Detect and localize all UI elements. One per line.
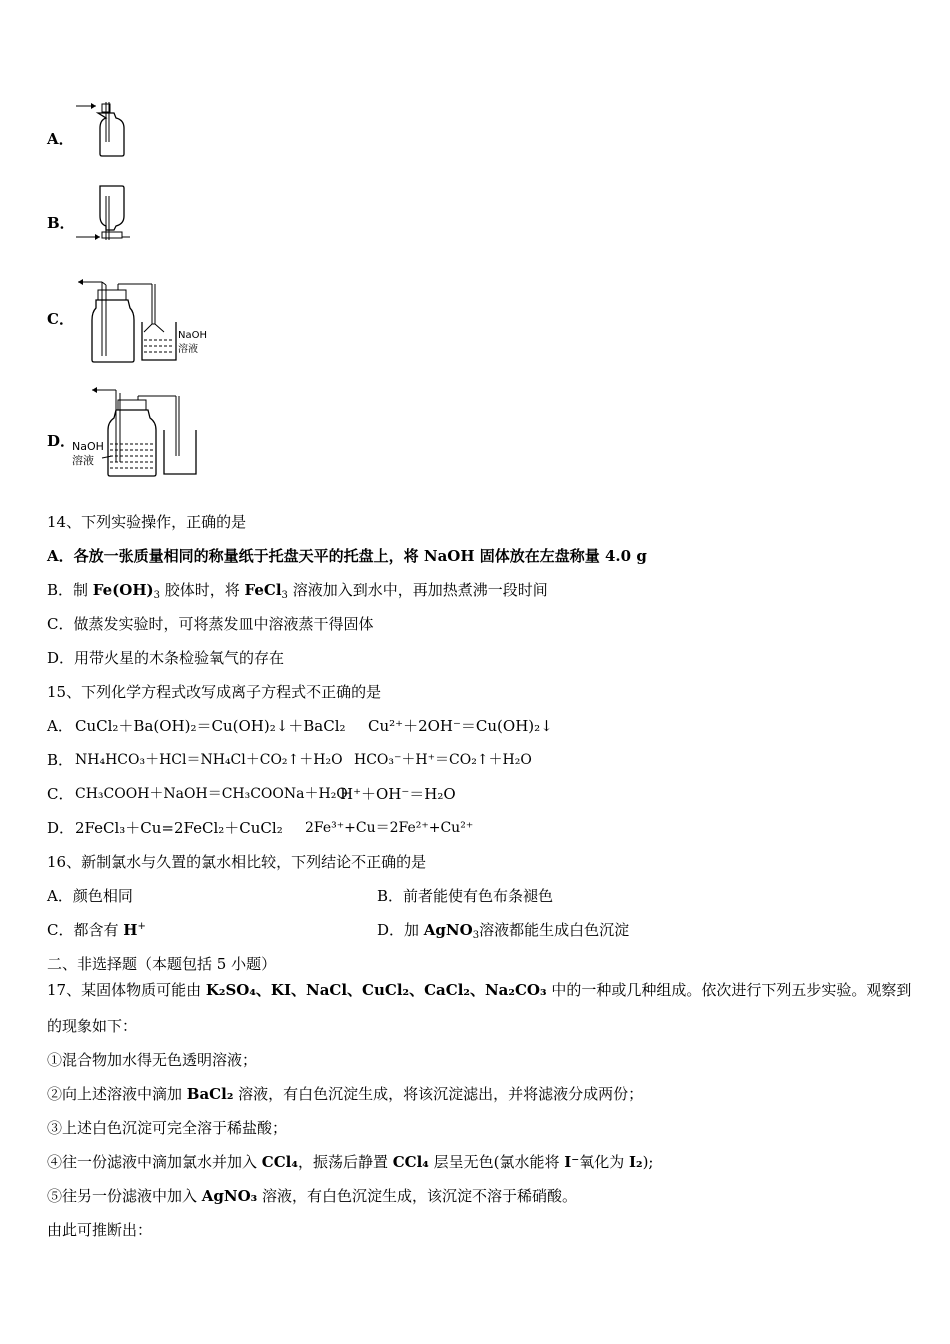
q17-step-2: ②向上述溶液中滴加 BaCl₂ 溶液，有白色沉淀生成，将该沉淀滤出，并将滤液分成两份；	[47, 1085, 644, 1103]
q15-option-b-equation: NH₄HCO₃＋HCl＝NH₄Cl＋CO₂↑＋H₂O	[75, 752, 343, 768]
q16-option-a: A．颜色相同	[47, 887, 133, 905]
q17-step-5: ⑤往另一份滤液中加入 AgNO₃ 溶液，有白色沉淀生成，该沉淀不溶于稀硝酸。	[47, 1187, 578, 1205]
option-b-label: B．	[47, 214, 75, 232]
figure-c-solution-label: 溶液	[178, 344, 198, 355]
q15-option-d-ionic: 2Fe³⁺+Cu＝2Fe²⁺+Cu²⁺	[305, 820, 474, 836]
q14-stem: 14、下列实验操作，正确的是	[47, 513, 247, 531]
option-c-label: C．	[47, 310, 74, 328]
q14-option-d: D．用带火星的木条检验氧气的存在	[47, 649, 285, 667]
q16-option-d: D．加 AgNO$_3$溶液都能生成白色沉淀	[377, 921, 630, 941]
absorption-apparatus-figure-d	[72, 386, 202, 480]
figure-d-naoh-label: NaOH	[72, 440, 104, 453]
option-a-label: A．	[47, 130, 74, 148]
gas-bottle-figure-a	[76, 98, 136, 160]
absorption-apparatus-figure-c	[78, 276, 218, 366]
q15-option-a-ionic: Cu²⁺＋2OH⁻＝Cu(OH)₂↓	[368, 717, 553, 735]
q15-option-a-equation: CuCl₂＋Ba(OH)₂＝Cu(OH)₂↓＋BaCl₂	[75, 717, 346, 735]
q15-option-a-label: A．	[47, 717, 73, 735]
q16-option-c: C．都含有 H+	[47, 921, 146, 939]
q15-option-c-equation: CH₃COOH＋NaOH＝CH₃COONa＋H₂O	[75, 786, 348, 802]
q17-conclusion-prompt: 由此可推断出：	[47, 1221, 153, 1239]
q15-option-d-equation: 2FeCl₃＋Cu=2FeCl₂＋CuCl₂	[75, 819, 283, 837]
q15-option-c-label: C．	[47, 785, 74, 803]
q15-option-c-ionic: H⁺＋OH⁻＝H₂O	[340, 785, 456, 803]
q15-option-b-ionic: HCO₃⁻＋H⁺＝CO₂↑＋H₂O	[354, 752, 532, 768]
q17-stem-line-1: 17、某固体物质可能由 K₂SO₄、KI、NaCl、CuCl₂、CaCl₂、Na₂CO₃ 中的一种或几种组成。依次进行下列五步实验。观察到	[47, 981, 912, 999]
q15-stem: 15、下列化学方程式改写成离子方程式不正确的是	[47, 683, 382, 701]
q17-step-1: ①混合物加水得无色透明溶液；	[47, 1051, 258, 1069]
q15-option-b-label: B．	[47, 751, 74, 769]
q15-option-d-label: D．	[47, 819, 75, 837]
q17-step-3: ③上述白色沉淀可完全溶于稀盐酸；	[47, 1119, 288, 1137]
q17-step-4: ④往一份滤液中滴加氯水并加入 CCl₄，振荡后静置 CCl₄ 层呈无色(氯水能将 I⁻氧化为 I₂);	[47, 1153, 654, 1171]
q16-option-b: B．前者能使有色布条褪色	[377, 887, 554, 905]
section-2-heading: 二、非选择题（本题包括 5 小题）	[47, 955, 277, 973]
figure-c-naoh-label: NaOH	[178, 330, 207, 341]
q14-option-a: A．各放一张质量相同的称量纸于托盘天平的托盘上，将 NaOH 固体放在左盘称量 4.0 g	[47, 547, 647, 565]
q14-option-c: C．做蒸发实验时，可将蒸发皿中溶液蒸干得固体	[47, 615, 374, 633]
figure-d-solution-label: 溶液	[72, 454, 94, 467]
gas-bottle-figure-b	[76, 182, 136, 244]
option-d-label: D．	[47, 432, 76, 450]
q17-stem-line-2: 的现象如下：	[47, 1017, 138, 1035]
q14-option-b: B．制 $Fe(OH)_3$ 胶体时，将 FeCl$_3$ 溶液加入到水中，再加热煮沸一段时间	[47, 581, 548, 601]
q16-stem: 16、新制氯水与久置的氯水相比较，下列结论不正确的是	[47, 853, 427, 871]
